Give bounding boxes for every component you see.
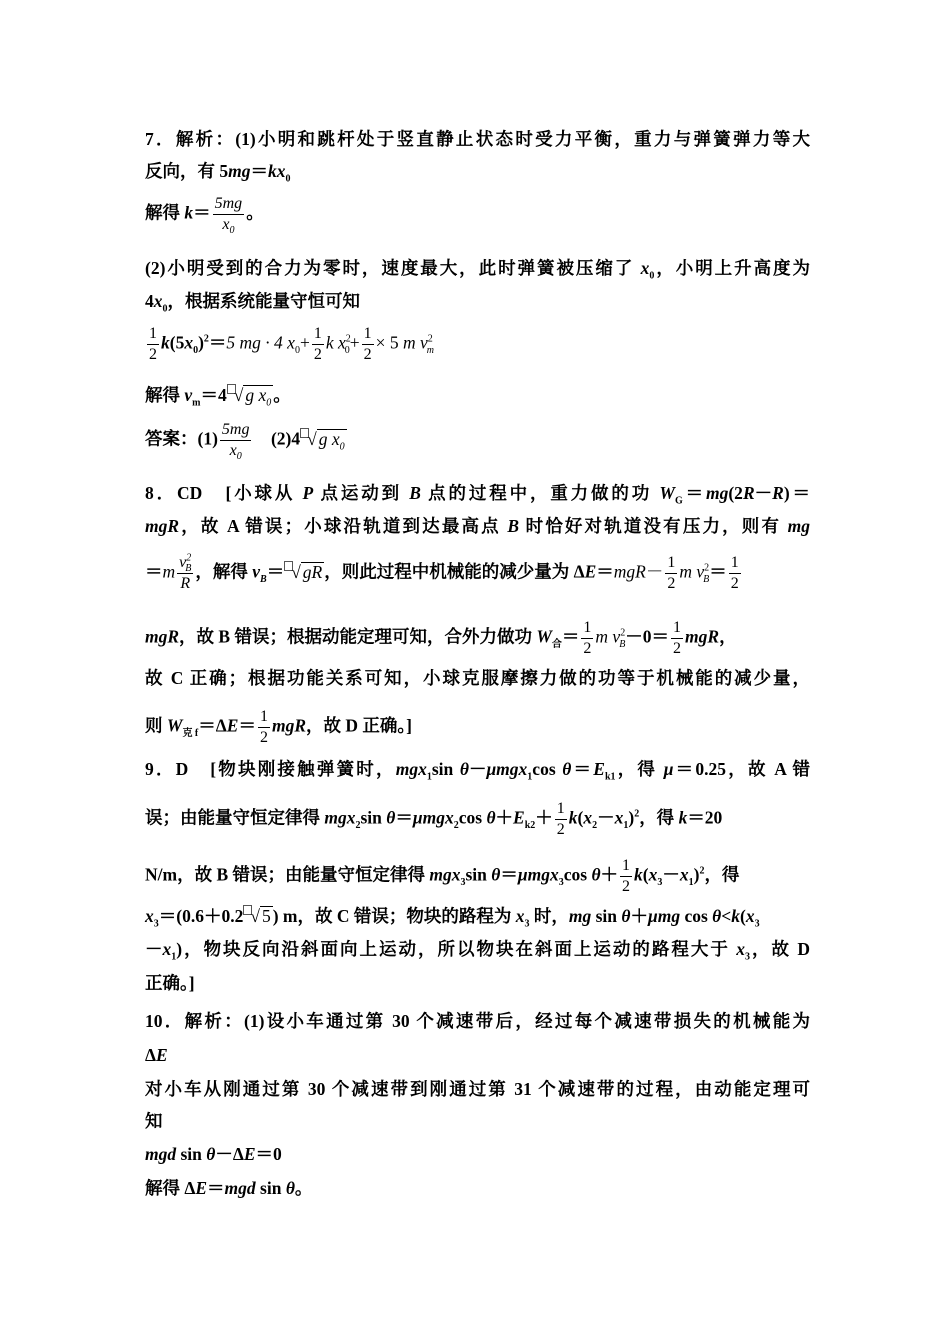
q9-line-6: 正确。]: [145, 973, 195, 993]
q10-line-1: 10．解析：(1)设小车通过第 30 个减速带后，经过每个减速带损失的机械能为: [145, 1011, 810, 1031]
q9-line-3: N/m，故 B 错误；由能量守恒定律得 mgx$_3$sin θ＝μmgx$_3$cos θ＋ $\frac{1}{2}$ $k(x_3-x_1)^2$，得: [145, 857, 740, 895]
q8-line-4: mgR，故 B 错误；根据动能定理可知，合外力做功 $W_合=$ $\frac{1}{2}$ m $v^2_B-0=$ $\frac{1}{2}$ mgR，: [145, 619, 737, 657]
q7-line-2: 反向，有 $5mg=kx_0$: [145, 161, 291, 185]
q9-line-2: 误；由能量守恒定律得 mgx$_2$sin θ＝μmgx$_2$cos $\theta+E_{k2}+$ $\frac{1}{2}$ $k(x_2-x_1)^2$，得 k＝20: [145, 800, 723, 838]
q8-line-3: ＝m $\frac{v^2_B}{R}$ ，解得 $v_B=$ √ gR ，则此过程中机械能的减少量为 ΔE＝mgR－ $\frac{1}{2}$ m $v^2_B=$ $\frac{1}{2}$: [145, 552, 739, 592]
q8-line-5: 故 C 正确；根据功能关系可知，小球克服摩擦力做的功等于机械能的减少量，: [145, 668, 810, 688]
q7-answer: 答案：(1) $\frac{5mg}{x_0}$ (2)4 √ g $x_0$: [145, 421, 345, 463]
q10-line-5: mgd sin θ－ΔE＝0: [145, 1144, 282, 1164]
q7-line-1: 7．解析：(1)小明和跳杆处于竖直静止状态时受力平衡，重力与弹簧弹力等大: [145, 129, 810, 149]
q7-line-3: 解得 k＝ $\frac{5mg}{x_0}$ 。: [145, 195, 264, 237]
q9-line-5: $-x_1$)，物块反向沿斜面向上运动，所以物块在斜面上运动的路程大于 $x_3$，故 D: [145, 939, 811, 963]
q7-line-7: 解得 $v_m=4$ √ g $x_0$ 。: [145, 385, 291, 409]
q10-line-2: ΔE: [145, 1045, 168, 1065]
q10-line-4: 知: [145, 1111, 163, 1131]
q10-line-3: 对小车从刚通过第 30 个减速带到刚通过第 31 个减速带的过程，由动能定理可: [145, 1079, 810, 1099]
q9-line-4: $x_3=(0.6+0.2$ √ 5 ) m，故 C 错误；物块的路程为 $x_3$ 时，mg sin θ＋μmg $\cos \theta<k(x_3$: [145, 906, 760, 930]
q7-line-4: (2)小明受到的合力为零时，速度最大，此时弹簧被压缩了 $x_0$，小明上升高度为: [145, 258, 810, 282]
q7-line-5: $4x_0$，根据系统能量守恒可知: [145, 291, 360, 315]
q8-line-1: 8．CD [小球从 P 点运动到 B 点的过程中，重力做的功 $W_G=mg(2R-R)=$: [145, 483, 811, 507]
q10-line-6: 解得 ΔE＝mgd sin θ。: [145, 1178, 313, 1198]
q7-energy-equation: $\frac{1}{2}$ $k(5x_0)^2=5$ mg · 4 $x_0+$ $\frac{1}{2}$ k $x^2_0+$ $\frac{1}{2}$ × 5 m $v^2_m$: [149, 325, 434, 363]
q8-line-2: mgR，故 A 错误；小球沿轨道到达最高点 B 时恰好对轨道没有压力，则有 mg: [145, 516, 811, 536]
q8-line-6: 则 $W_{克 f}=\Delta E=$ $\frac{1}{2}$ mgR，故 D 正确。]: [145, 708, 412, 746]
q9-line-1: 9．D [物块刚接触弹簧时，mgx$_1$sin θ－μmgx$_1$cos $\theta=E_{k1}$，得 μ＝0.25，故 A 错: [145, 759, 811, 783]
